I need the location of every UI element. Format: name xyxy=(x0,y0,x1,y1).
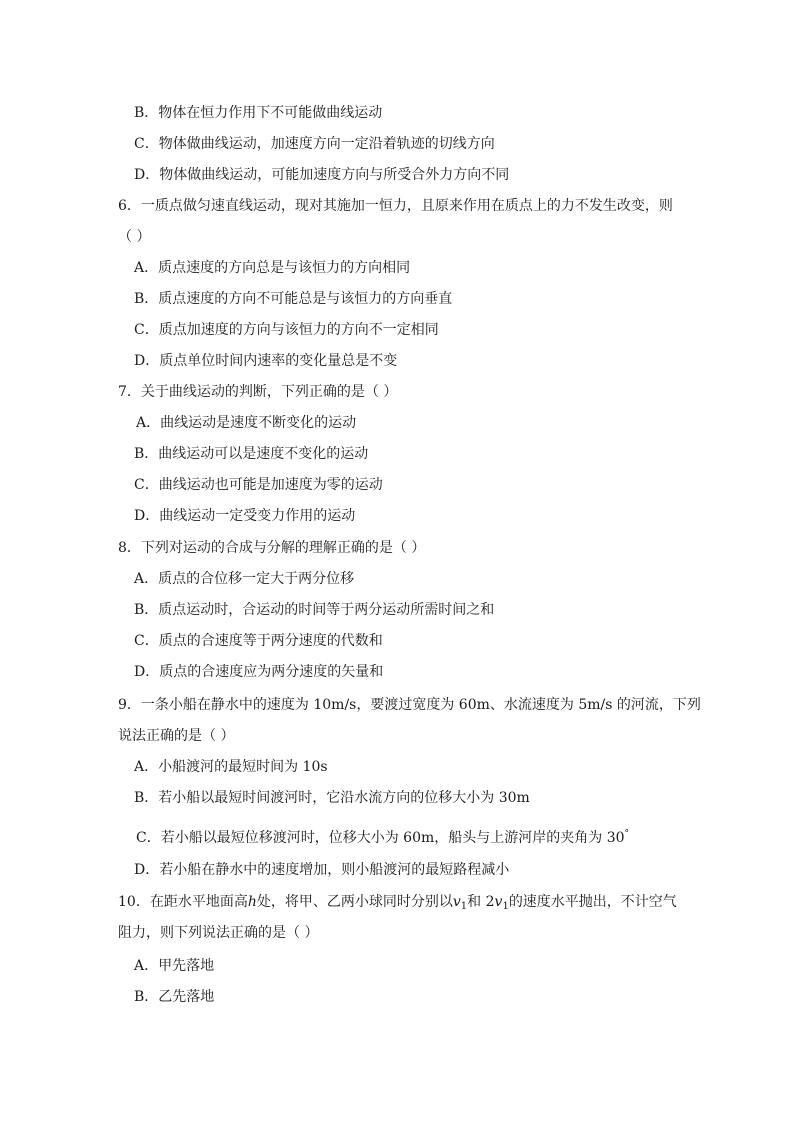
q8-option-b: B．质点运动时，合运动的时间等于两分运动所需时间之和 xyxy=(134,602,495,618)
q10-stem-part-d: 的速度水平抛出，不计空气 xyxy=(508,894,677,910)
q10-stem-part-c: 和 2 xyxy=(467,894,495,910)
q6-option-a: A．质点速度的方向总是与该恒力的方向相同 xyxy=(134,260,411,276)
q8-option-c: C．质点的合速度等于两分速度的代数和 xyxy=(134,633,383,649)
q6-option-d: D．质点单位时间内速率的变化量总是不变 xyxy=(134,353,398,369)
q9-stem-cont: 说法正确的是（ ） xyxy=(118,728,235,744)
q9-option-c xyxy=(136,824,629,848)
degree-sign: ° xyxy=(624,829,630,839)
q10-stem-cont: 阻力，则下列说法正确的是（ ） xyxy=(118,925,319,941)
q10-option-a: A．甲先落地 xyxy=(134,958,215,974)
q6-option-c: C．质点加速度的方向与该恒力的方向不一定相同 xyxy=(134,322,439,338)
q7-option-c: C．曲线运动也可能是加速度为零的运动 xyxy=(134,477,383,493)
var-h: h xyxy=(247,894,257,910)
q8-option-d: D．质点的合速度应为两分速度的矢量和 xyxy=(134,664,384,680)
q10-option-b: B．乙先落地 xyxy=(134,989,215,1005)
q9-option-d: D．若小船在静水中的速度增加，则小船渡河的最短路程减小 xyxy=(134,862,510,878)
q6-stem: 6．一质点做匀速直线运动，现对其施加一恒力，且原来作用在质点上的力不发生改变，则 xyxy=(118,198,673,214)
q10-stem xyxy=(118,892,677,917)
subscript-1-second: 1 xyxy=(502,901,509,912)
q7-option-d: D．曲线运动一定受变力作用的运动 xyxy=(134,508,356,524)
q7-option-a: A．曲线运动是速度不断变化的运动 xyxy=(136,415,357,431)
q6-option-b: B．质点速度的方向不可能总是与该恒力的方向垂直 xyxy=(134,291,453,307)
q8-option-a: A．质点的合位移一定大于两分位移 xyxy=(134,571,355,587)
q9-option-c-text: C．若小船以最短位移渡河时，位移大小为 60m，船头与上游河岸的夹角为 30 xyxy=(136,830,625,846)
q9-option-a: A．小船渡河的最短时间为 10s xyxy=(134,759,328,775)
q9-option-b: B．若小船以最短时间渡河时，它沿水流方向的位移大小为 30m xyxy=(134,790,530,806)
q7-stem: 7．关于曲线运动的判断，下列正确的是（ ） xyxy=(118,384,398,400)
q7-option-b: B．曲线运动可以是速度不变化的运动 xyxy=(134,446,369,462)
q5-option-c: C．物体做曲线运动，加速度方向一定沿着轨迹的切线方向 xyxy=(134,136,495,152)
var-v1-second: v xyxy=(494,894,503,910)
q10-stem-part-a: 10．在距水平地面高 xyxy=(118,894,248,910)
var-v1: v xyxy=(452,894,461,910)
q9-stem: 9．一条小船在静水中的速度为 10m/s，要渡过宽度为 60m、水流速度为 5m/s 的河流，下列 xyxy=(118,697,701,713)
q10-stem-part-b: 处，将甲、乙两小球同时分别以 xyxy=(256,894,453,910)
subscript-1: 1 xyxy=(460,901,468,912)
q5-option-b: B．物体在恒力作用下不可能做曲线运动 xyxy=(134,105,383,121)
q5-option-d: D．物体做曲线运动，可能加速度方向与所受合外力方向不同 xyxy=(134,167,510,183)
q6-stem-bracket: （ ） xyxy=(118,229,151,245)
q8-stem: 8．下列对运动的合成与分解的理解正确的是（ ） xyxy=(118,540,426,556)
